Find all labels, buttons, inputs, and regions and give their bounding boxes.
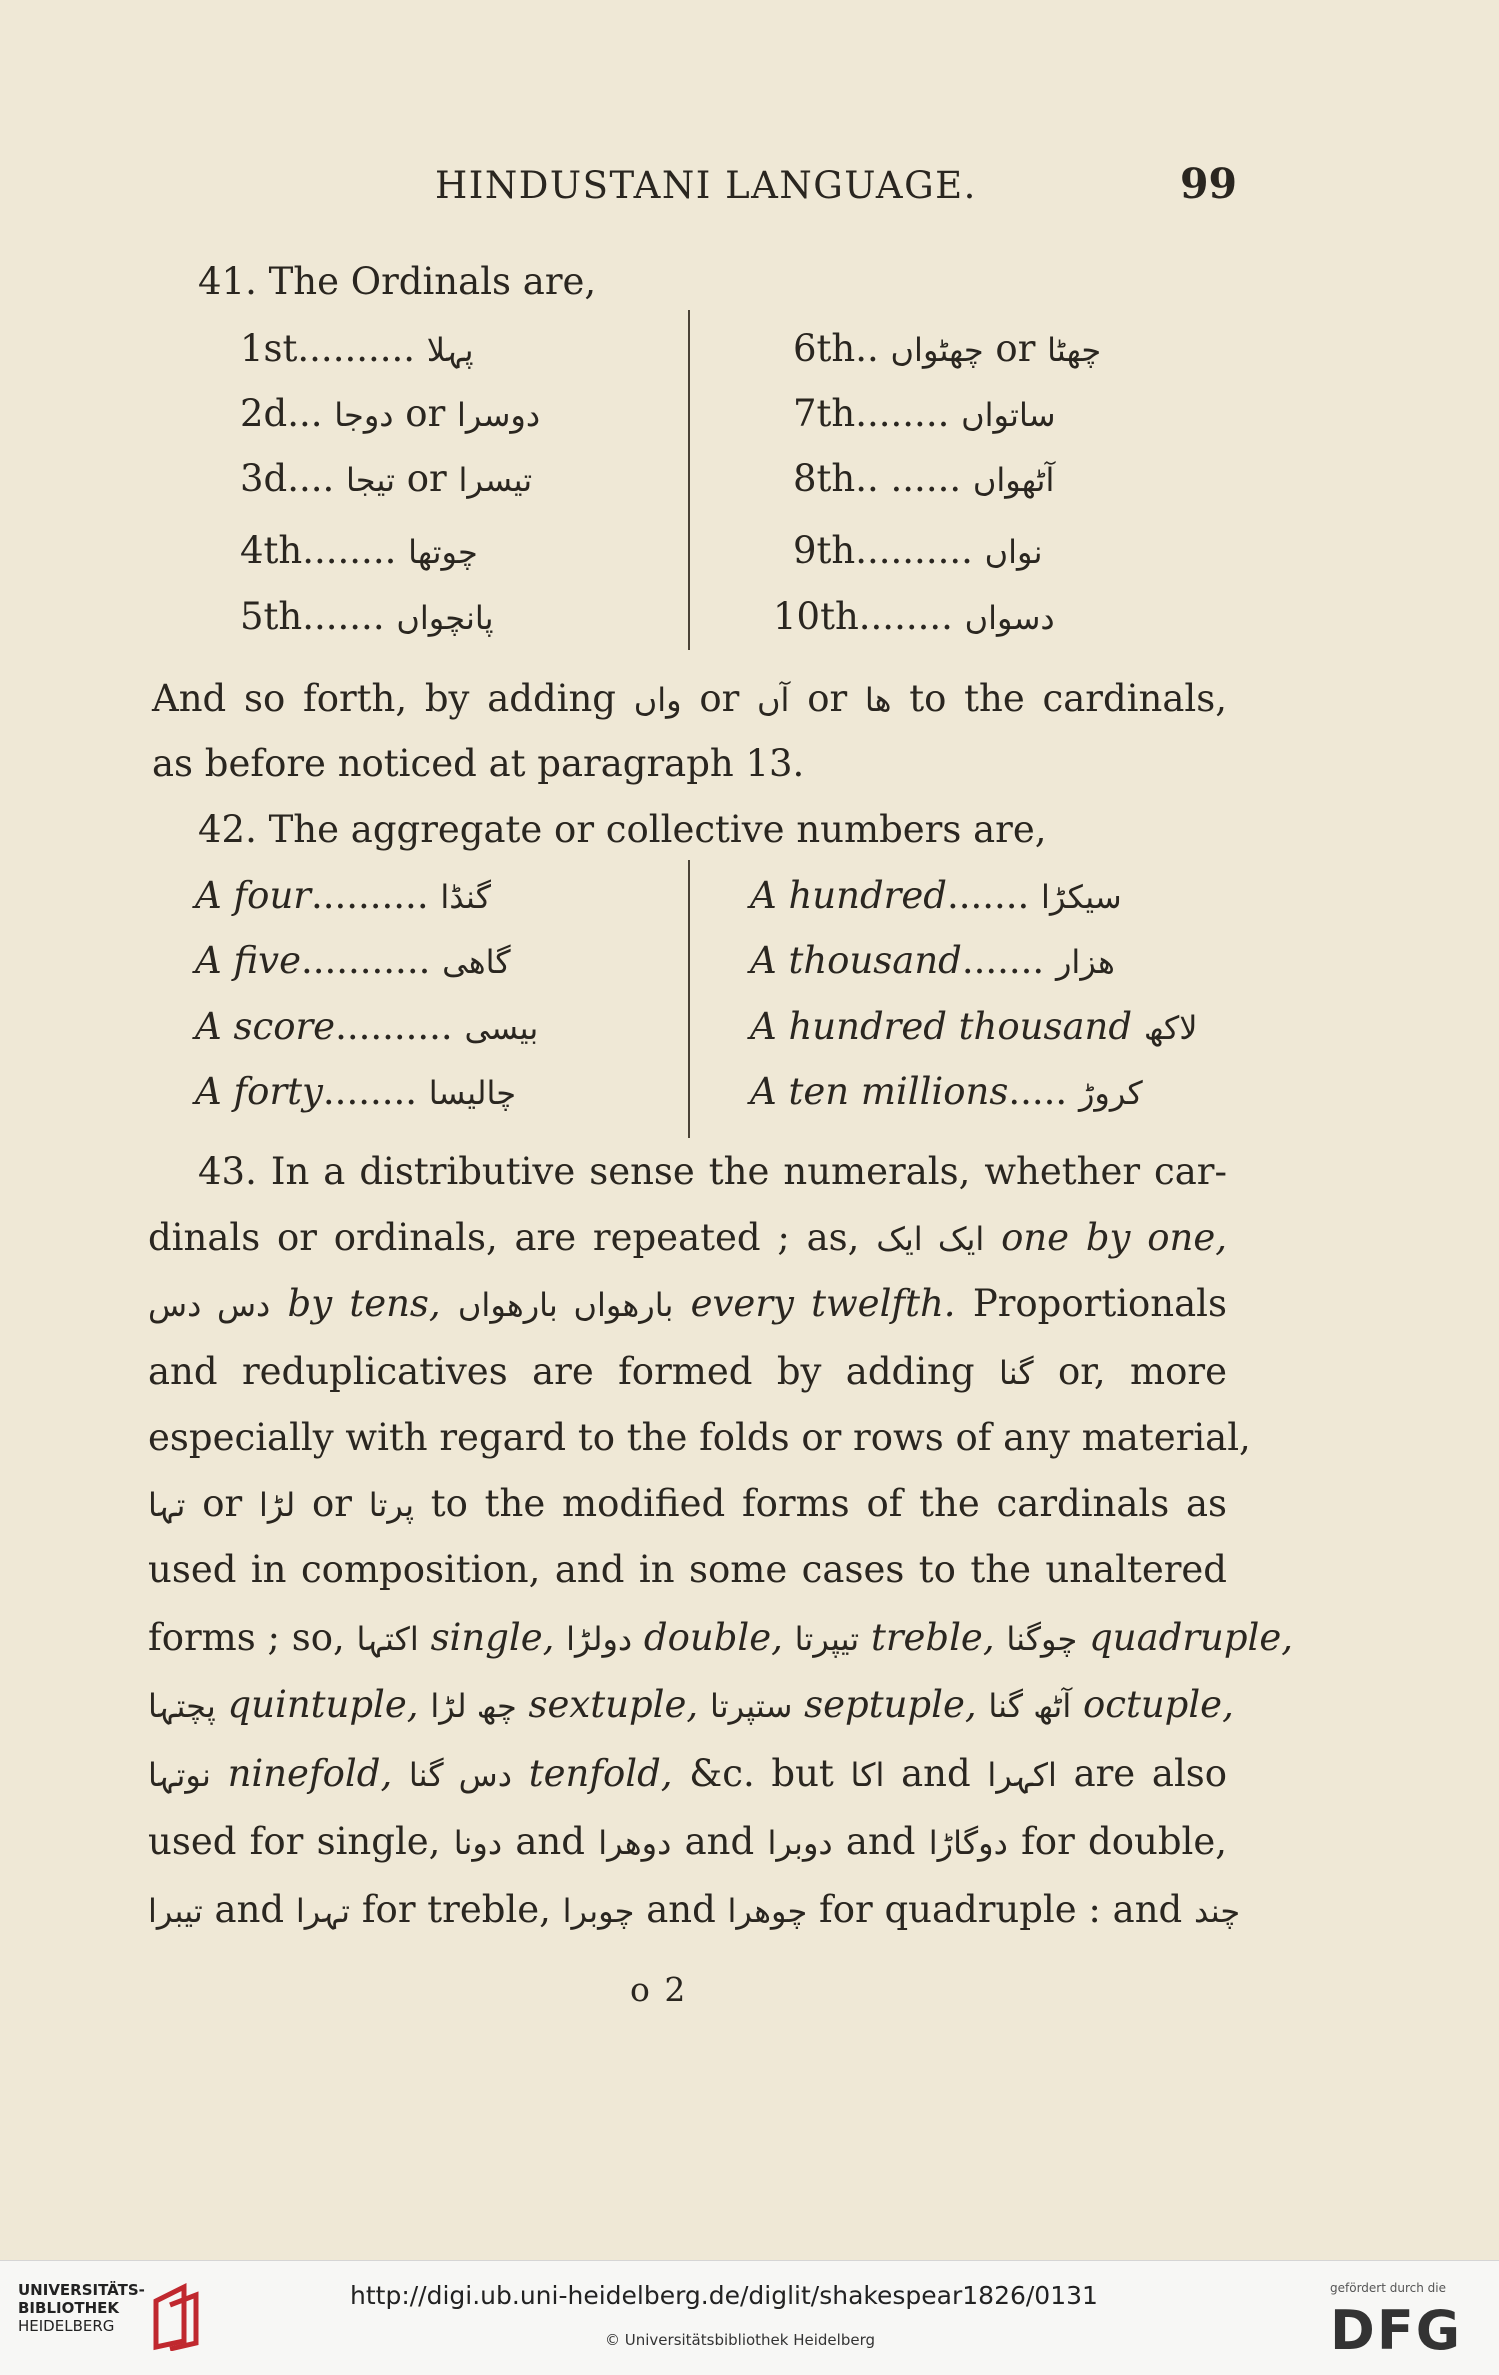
aggregate-row: A forty........ چالیسا (195, 1070, 517, 1113)
paragraph-line: as before noticed at paragraph 13. (152, 742, 805, 785)
ordinal-row: 8th.. ...... آٹھواں (793, 457, 1055, 500)
paragraph-line: تہا or لڑا or پرتا to the modified forms of the cardinals as (148, 1482, 1228, 1525)
paragraph-line: تیبرا and تہرا for treble, چوبرا and چوھرا for quadruple : and چند (148, 1888, 1241, 1931)
paragraph-line: دس دس by tens, بارھواں بارھواں every twelfth. Proportionals (148, 1282, 1228, 1325)
signature-mark: o 2 (630, 1970, 688, 2009)
ordinal-row: 4th........ چوتھا (240, 529, 478, 572)
aggregate-heading: 42. The aggregate or collective numbers are, (198, 808, 1047, 851)
digitization-footer (0, 2260, 1499, 2375)
ordinal-row: 3d.... تیجا or تیسرا (240, 457, 533, 500)
ordinals-heading: 41. The Ordinals are, (198, 260, 597, 303)
copyright-text: © Universitätsbibliothek Heidelberg (605, 2331, 876, 2349)
aggregate-row: A hundred thousand لاکھ (750, 1005, 1198, 1048)
page-number: 99 (1180, 160, 1238, 208)
paragraph-line: پچتہا quintuple, چھ لڑا sextuple, ستپرتا septuple, آٹھ گنا octuple, (148, 1683, 1234, 1726)
paragraph-line: especially with regard to the folds or rows of any material, (148, 1416, 1251, 1459)
library-name: UNIVERSITÄTS- BIBLIOTHEK HEIDELBERG (18, 2281, 145, 2335)
ordinal-row: 6th.. چھٹواں or چھٹا (793, 327, 1102, 370)
column-divider (688, 310, 690, 650)
aggregate-row: A ten millions..... کروڑ (750, 1070, 1143, 1113)
paragraph-line: نوتہا ninefold, دس گنا tenfold, &c. but اکا and اکہرا are also (148, 1752, 1228, 1795)
library-logo-icon (150, 2281, 202, 2351)
ordinal-row: 9th.......... نواں (793, 529, 1043, 572)
column-divider (688, 860, 690, 1138)
aggregate-row: A five........... گاھی (195, 939, 511, 982)
aggregate-row: A score.......... بیسی (195, 1005, 539, 1048)
aggregate-row: A thousand....... ھزار (750, 939, 1115, 982)
source-url-link[interactable]: http://digi.ub.uni-heidelberg.de/diglit/shakespear1826/0131 (350, 2281, 1098, 2310)
paragraph-line: used in composition, and in some cases to the unaltered (148, 1548, 1227, 1591)
dfg-logo: DFG (1330, 2299, 1463, 2362)
running-title: HINDUSTANI LANGUAGE. (435, 164, 977, 207)
ordinal-row: 2d... دوجا or دوسرا (240, 392, 541, 435)
ordinal-row: 7th........ ساتواں (793, 392, 1056, 435)
running-header (0, 160, 1499, 210)
paragraph-line: and reduplicatives are formed by adding گنا or, more (148, 1350, 1227, 1393)
funding-note: gefördert durch die (1330, 2281, 1446, 2295)
ordinal-row: 1st.......... پہلا (240, 327, 474, 370)
paragraph-line: forms ; so, اکتہا single, دولڑا double, تیپرتا treble, چوگنا quadruple, (148, 1616, 1294, 1659)
paragraph-line: used for single, دونا and دوھرا and دوبرا and دوگاڑا for double, (148, 1820, 1227, 1863)
paragraph-line: dinals or ordinals, are repeated ; as, ایک ایک one by one, (148, 1216, 1227, 1259)
aggregate-row: A four.......... گنڈا (195, 874, 491, 917)
paragraph-line: 43. In a distributive sense the numerals, whether car- (198, 1150, 1227, 1193)
ordinal-row: 10th........ دسواں (773, 595, 1055, 638)
paragraph-line: And so forth, by adding واں or آں or ھا to the cardinals, (152, 677, 1227, 720)
aggregate-row: A hundred....... سیکڑا (750, 874, 1122, 917)
ordinal-row: 5th....... پانچواں (240, 595, 494, 638)
